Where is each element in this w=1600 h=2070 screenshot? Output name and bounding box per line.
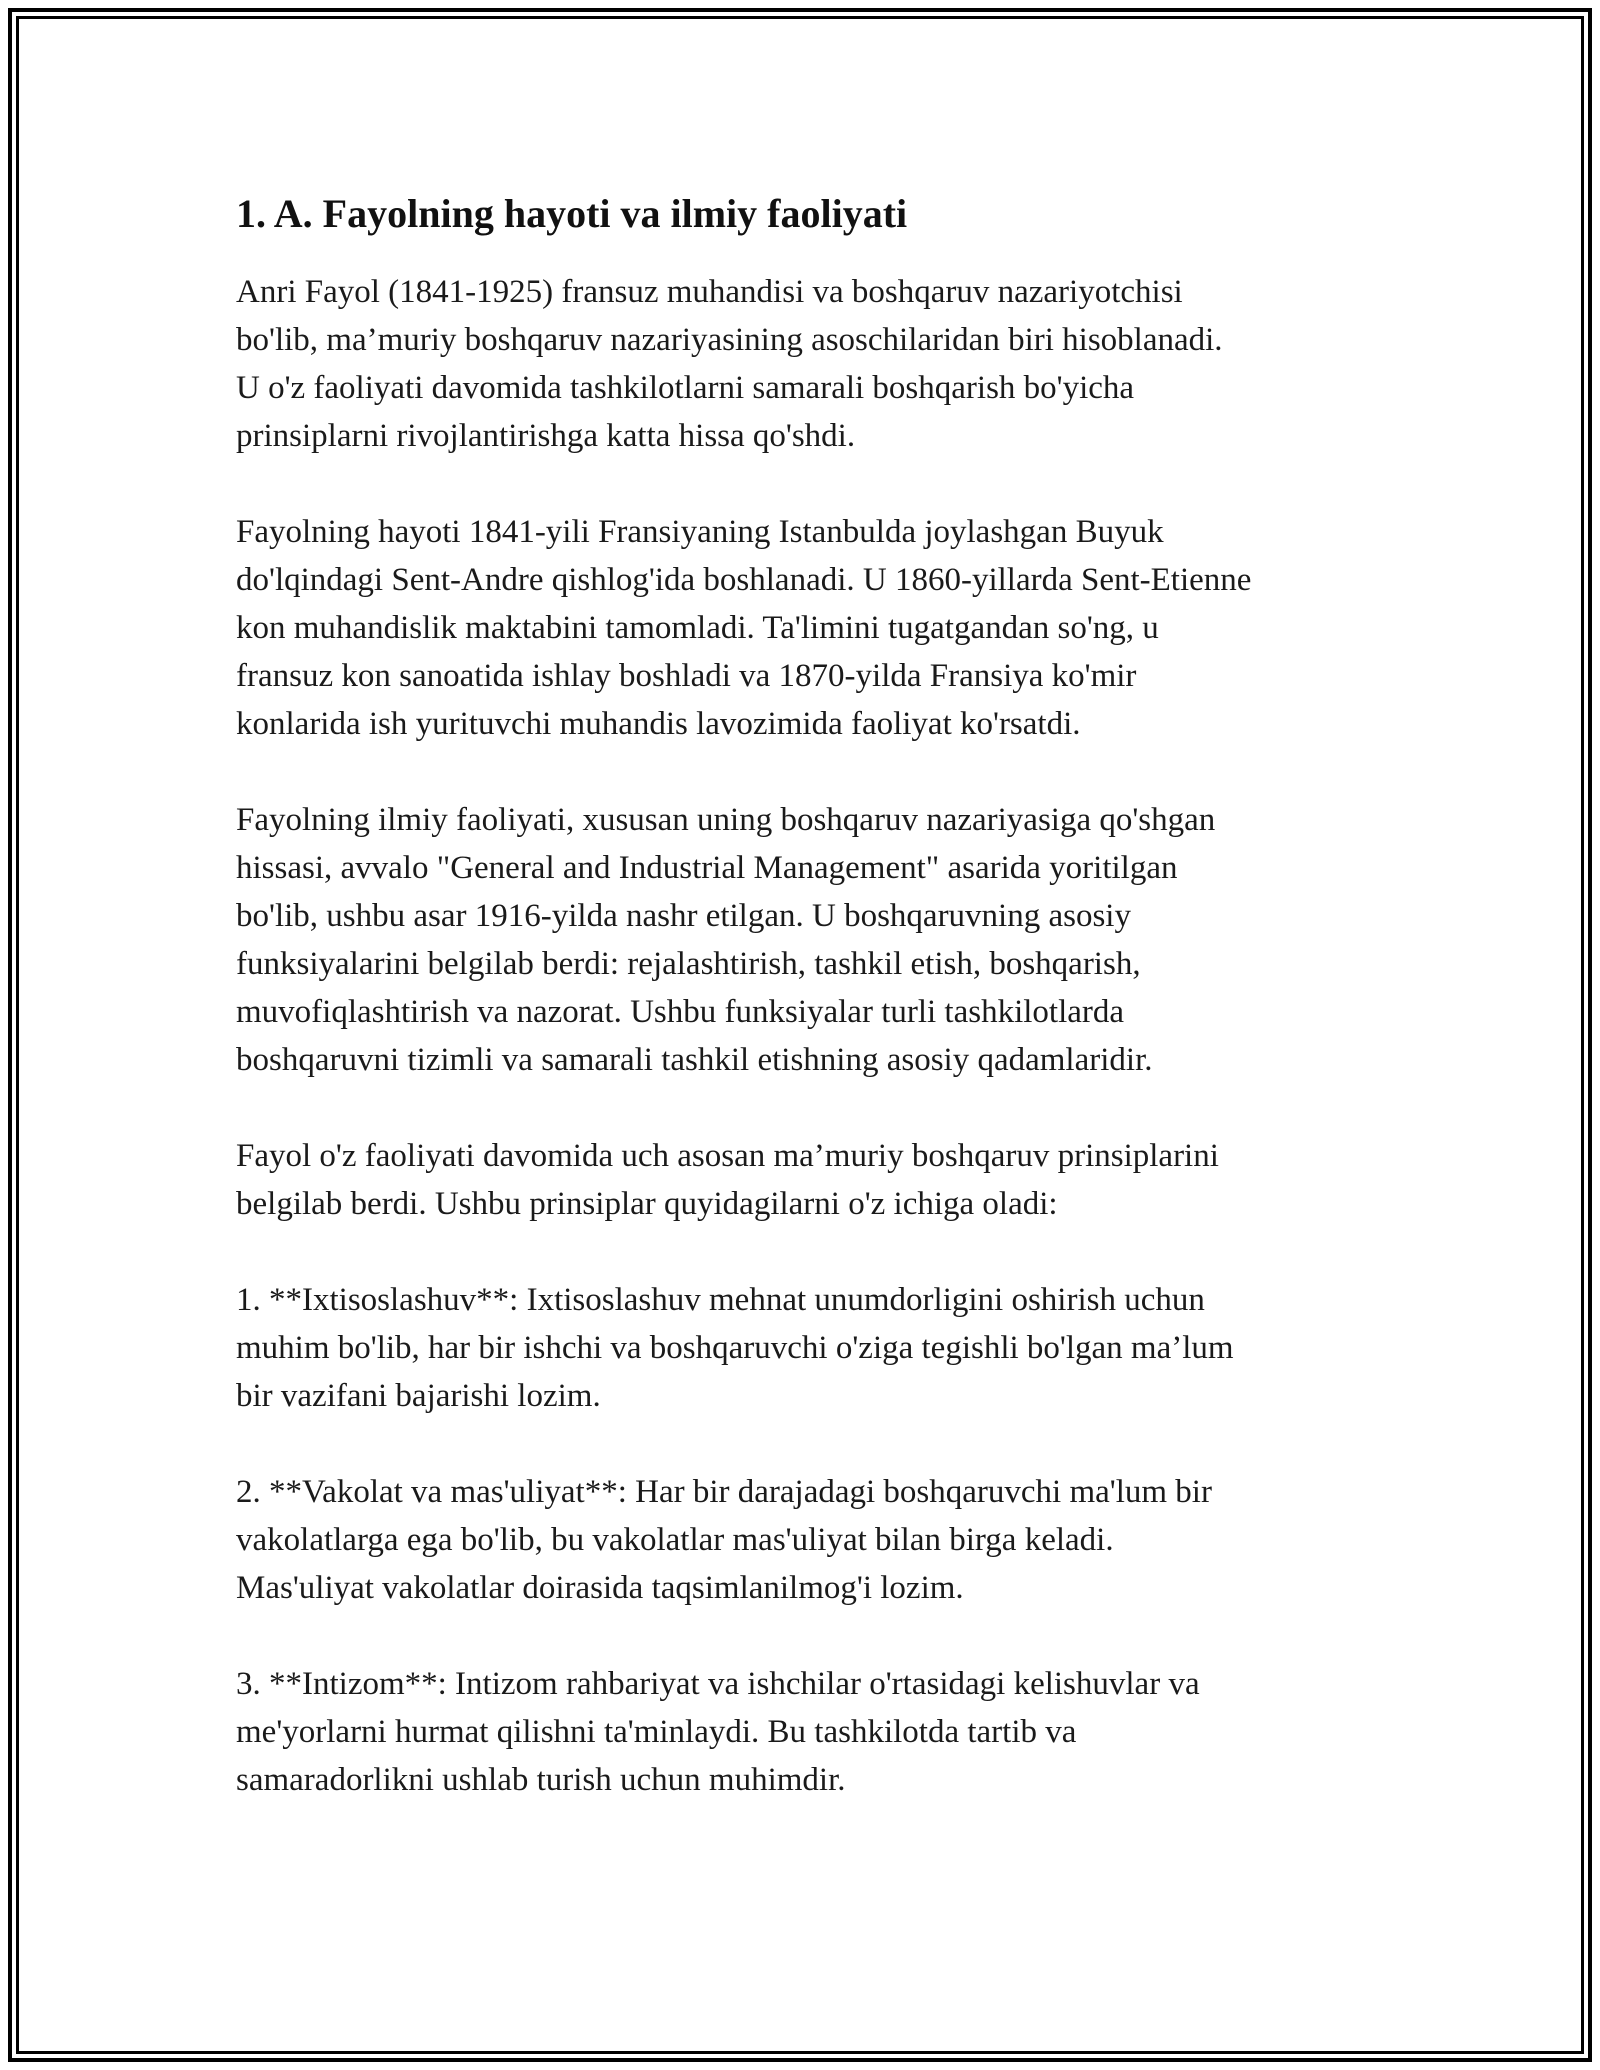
paragraph-introduction: Anri Fayol (1841-1925) fransuz muhandisi va boshqaruv nazariyotchisi bo'lib, ma’muriy boshqaruv nazariyasining asoschilaridan biri hisoblanadi. U o'z faoliyati davomida tashkilotlarni samarali boshqarish bo'yicha prinsiplarni rivojlantirishga katta hissa qo'shdi. <box>236 274 1223 454</box>
list-item-authority-responsibility: 2. **Vakolat va mas'uliyat**: Har bir darajadagi boshqaruvchi ma'lum bir vakolatlarga ega bo'lib, bu vakolatlar mas'uliyat bilan birga keladi. Mas'uliyat vakolatlar doirasida taqsimlanilmog'i lozim. <box>236 1474 1212 1606</box>
list-item-discipline: 3. **Intizom**: Intizom rahbariyat va ishchilar o'rtasidagi kelishuvlar va me'yorlarni hurmat qilishni ta'minlaydi. Bu tashkilotda tartib va samaradorlikni ushlab turish uchun muhimdir. <box>236 1666 1200 1798</box>
document-body <box>236 186 1376 1852</box>
list-item-specialization: 1. **Ixtisoslashuv**: Ixtisoslashuv mehnat unumdorligini oshirish uchun muhim bo'lib, har bir ishchi va boshqaruvchi o'ziga tegishli bo'lgan ma’lum bir vazifani bajarishi lozim. <box>236 1282 1234 1414</box>
document-title: 1. A. Fayolning hayoti va ilmiy faoliyati <box>236 191 908 236</box>
paragraph-scientific-work: Fayolning ilmiy faoliyati, xususan uning boshqaruv nazariyasiga qo'shgan hissasi, avvalo "General and Industrial Management" asarida yoritilgan bo'lib, ushbu asar 1916-yilda nashr etilgan. U boshqaruvning asosiy funksiyalarini belgilab berdi: rejalashtirish, tashkil etish, boshqarish, muvofiqlashtirish va nazorat. Ushbu funksiyalar turli tashkilotlarda boshqaruvni tizimli va samarali tashkil etishning asosiy qadamlaridir. <box>236 802 1216 1078</box>
paragraph-early-life: Fayolning hayoti 1841-yili Fransiyaning Istanbulda joylashgan Buyuk do'lqindagi Sent-Andre qishlog'ida boshlanadi. U 1860-yillarda Sent-Etienne kon muhandislik maktabini tamomladi. Ta'limini tugatgandan so'ng, u fransuz kon sanoatida ishlay boshladi va 1870-yilda Fransiya ko'mir konlarida ish yurituvchi muhandis lavozimida faoliyat ko'rsatdi. <box>236 514 1252 742</box>
paragraph-principles-intro: Fayol o'z faoliyati davomida uch asosan ma’muriy boshqaruv prinsiplarini belgilab berdi. Ushbu prinsiplar quyidagilarni o'z ichiga oladi: <box>236 1138 1219 1222</box>
